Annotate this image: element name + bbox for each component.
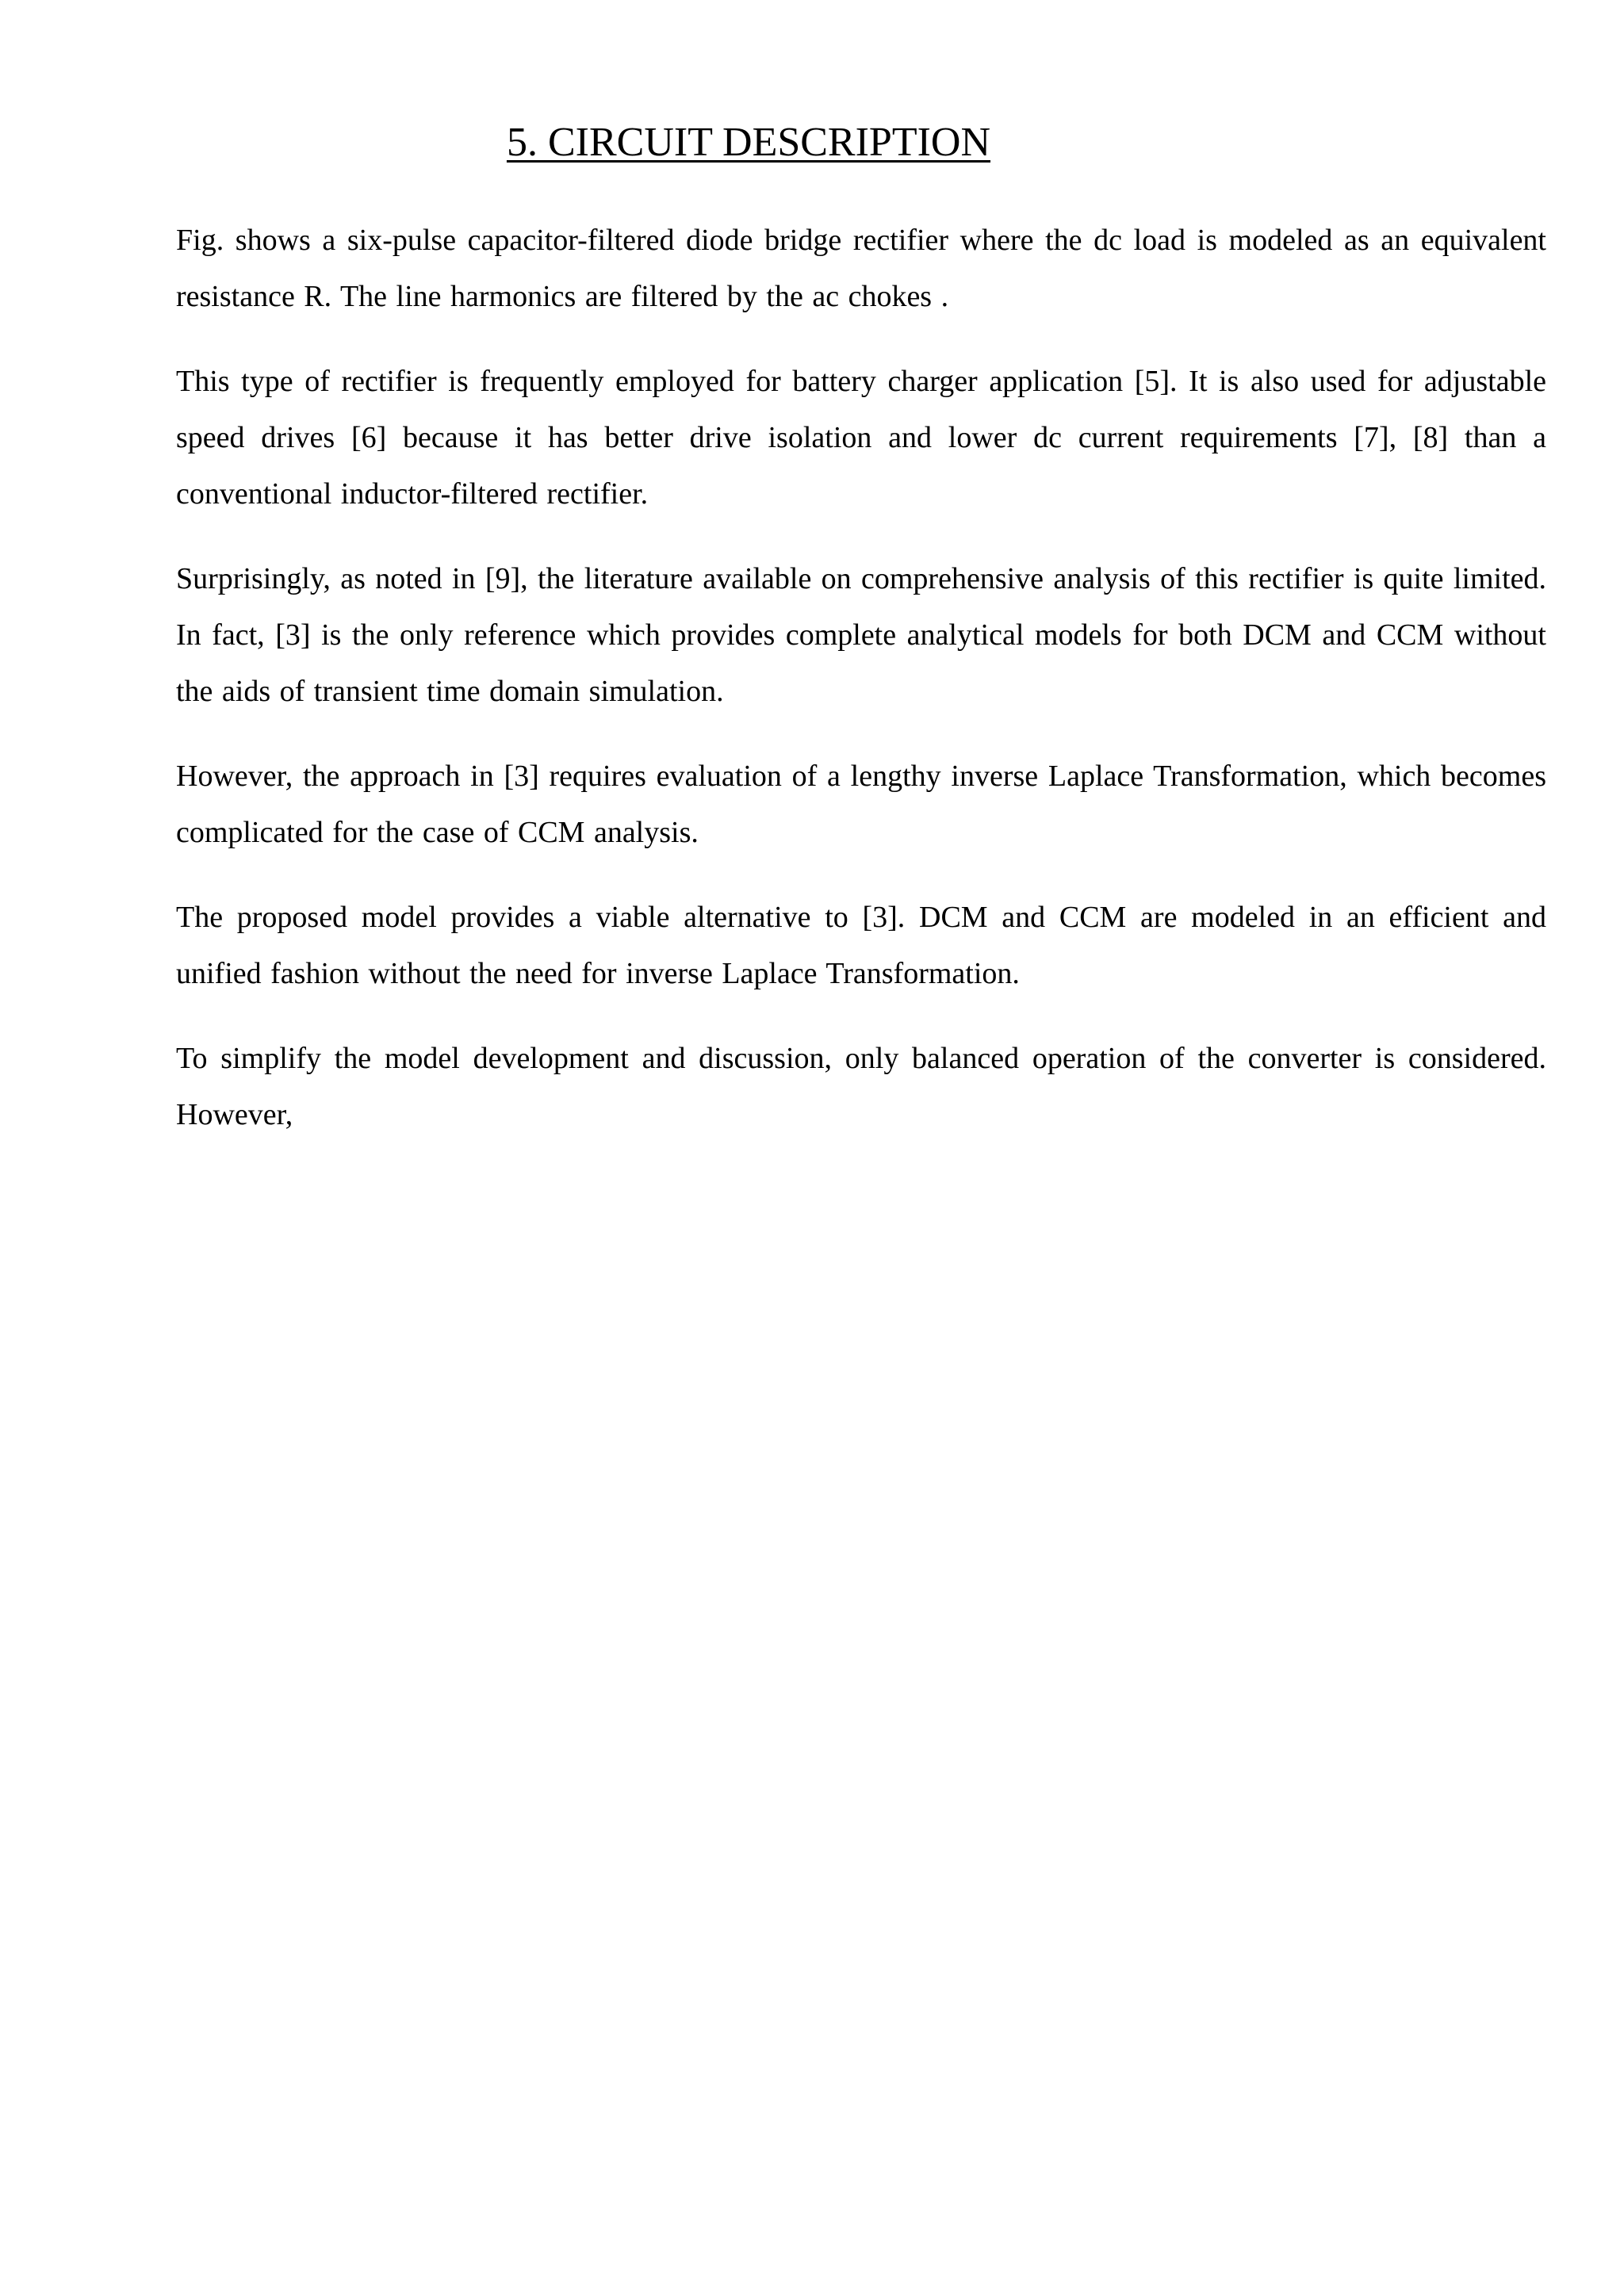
paragraph-literature: Surprisingly, as noted in [9], the literature available on comprehensive analysis of this rectifier is quite limited. In fact, [3] is the only reference which provides complete analytical models for both DCM and CCM without the aids of transient time domain simulation.	[176, 562, 1546, 708]
section-heading: 5. CIRCUIT DESCRIPTION	[506, 120, 991, 165]
paragraph-approach: However, the approach in [3] requires evaluation of a lengthy inverse Laplace Transformation, which becomes complicated for the case of CCM analysis.	[176, 760, 1546, 849]
paragraph-circuit-overview: Fig. shows a six-pulse capacitor-filtered diode bridge rectifier where the dc load is modeled as an equivalent resistance R. The line harmonics are filtered by the ac chokes .	[176, 224, 1546, 313]
paragraph-applications: This type of rectifier is frequently employed for battery charger application [5]. It is also used for adjustable speed drives [6] because it has better drive isolation and lower dc current requirements [7], [8] than a conventional inductor-filtered rectifier.	[176, 365, 1546, 511]
paragraph-simplification: To simplify the model development and discussion, only balanced operation of the converter is considered. However,	[176, 1042, 1546, 1131]
body-text	[176, 212, 1546, 1172]
paragraph-proposed-model: The proposed model provides a viable alternative to [3]. DCM and CCM are modeled in an efficient and unified fashion without the need for inverse Laplace Transformation.	[176, 901, 1546, 990]
